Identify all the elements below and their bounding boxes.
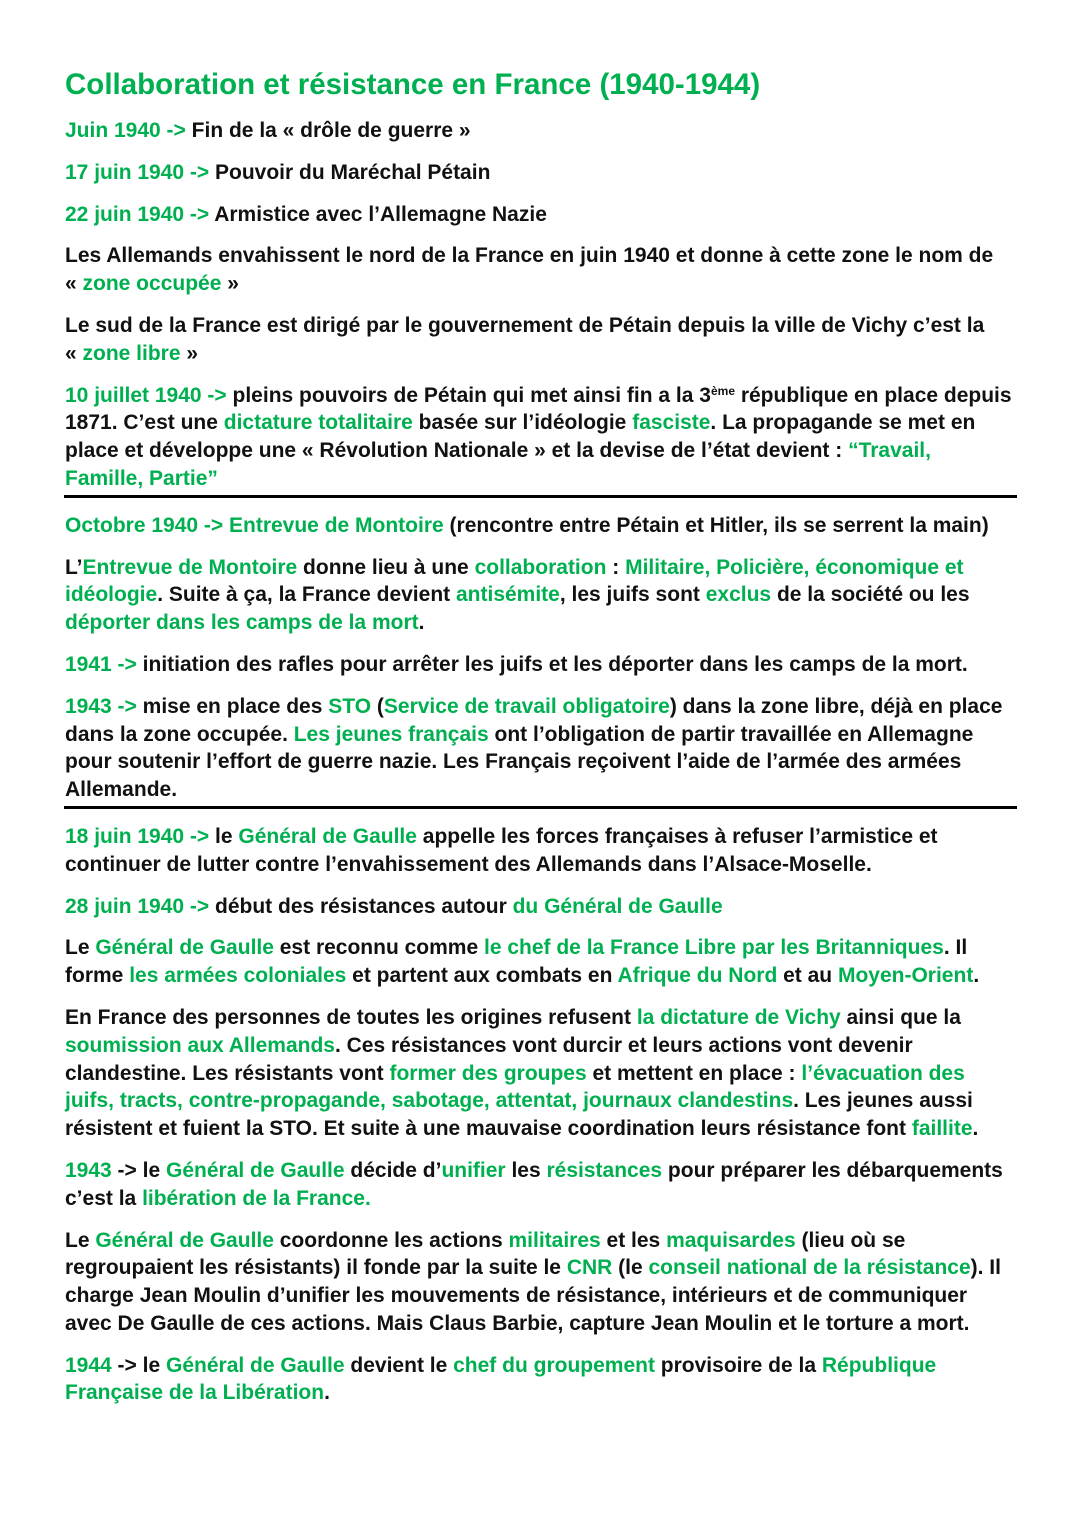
highlighted-term: Juin 1940 ->	[65, 119, 192, 142]
text-line	[65, 651, 1025, 679]
text-line	[65, 340, 1025, 368]
highlighted-term: 1944	[65, 1353, 112, 1377]
text-segment: forme	[65, 964, 130, 988]
highlighted-term: Général de Gaulle	[95, 1228, 274, 1252]
highlighted-term: Française de la Libération	[65, 1381, 325, 1405]
section	[65, 512, 1025, 804]
text-segment: le	[215, 824, 239, 848]
highlighted-term: l’évacuation des	[801, 1061, 965, 1085]
text-line	[65, 962, 1025, 990]
highlighted-term: 17 juin 1940 ->	[65, 160, 215, 184]
text-segment: république en place depuis	[735, 383, 1012, 407]
text-line	[65, 748, 1025, 776]
text-segment: En France des personnes de toutes les origines refusent	[65, 1005, 637, 1029]
text-line	[65, 1157, 1025, 1185]
text-line	[65, 1032, 1025, 1060]
text-line	[65, 823, 1025, 851]
text-segment: Armistice avec l’Allemagne Nazie	[214, 202, 547, 226]
text-segment: donne lieu à une	[297, 555, 475, 579]
text-segment: pour préparer les débarquements	[662, 1158, 1003, 1182]
text-segment: -> le	[111, 1158, 166, 1182]
paragraph	[65, 693, 1025, 804]
text-line	[65, 554, 1025, 582]
highlighted-term: former des groupes	[389, 1061, 587, 1085]
text-segment: . La propagande se met en	[710, 411, 976, 435]
text-segment: coordonne les actions	[273, 1228, 509, 1252]
text-line	[65, 609, 1025, 637]
text-line	[65, 382, 1025, 410]
highlighted-term: Moyen-Orient	[837, 964, 974, 988]
highlighted-term: antisémite	[455, 583, 560, 607]
highlighted-term: juifs, tracts, contre-propagande, sabotage, attentat, journaux clandestins	[65, 1089, 794, 1113]
text-segment: :	[606, 555, 626, 579]
text-segment: «	[65, 341, 83, 365]
text-segment: pleins pouvoirs de Pétain qui met ainsi fin a la 3	[232, 383, 711, 407]
highlighted-term: militaires	[508, 1228, 601, 1252]
text-segment: et mettent en place :	[586, 1061, 802, 1085]
text-segment: . Il	[943, 936, 968, 960]
text-segment: et les	[600, 1228, 667, 1252]
paragraph	[65, 242, 1025, 298]
text-segment: .	[324, 1381, 330, 1405]
text-segment: Le	[65, 1228, 96, 1252]
text-line	[65, 242, 1025, 270]
highlighted-term: déporter dans les camps de la mort	[65, 611, 419, 635]
text-segment: »	[221, 272, 239, 296]
text-segment: . Ces résistances vont durcir et leurs actions vont devenir	[334, 1033, 913, 1057]
highlighted-term: idéologie	[65, 583, 158, 607]
document-body	[65, 67, 1025, 1407]
text-segment: avec De Gaulle de ces actions. Mais Claus Barbie, capture Jean Moulin et le torture a mort.	[65, 1311, 970, 1335]
highlighted-term: faillite	[911, 1117, 973, 1141]
paragraph	[65, 382, 1025, 493]
text-segment: .	[973, 964, 980, 988]
paragraph	[65, 201, 1025, 229]
highlighted-term: du Général de Gaulle	[512, 894, 723, 918]
highlighted-term: les armées coloniales	[129, 964, 347, 988]
highlighted-term: 22 juin 1940 ->	[65, 202, 215, 226]
paragraph	[65, 512, 1025, 540]
text-segment: pour soutenir l’effort de guerre nazie. Les Français reçoivent l’aide de l’armée des armées	[65, 750, 962, 774]
highlighted-term: Service de travail obligatoire	[383, 694, 670, 718]
text-segment: devient le	[344, 1353, 454, 1377]
text-segment: est reconnu comme	[273, 936, 484, 960]
highlighted-term: chef du groupement	[453, 1353, 655, 1377]
text-segment: (lieu où se	[795, 1228, 906, 1252]
text-segment: décide d’	[344, 1158, 442, 1182]
text-line	[65, 693, 1025, 721]
text-line	[65, 1060, 1025, 1088]
document-title: Collaboration et résistance en France (1940-1944)	[65, 68, 761, 101]
text-segment: . Suite à ça, la France devient	[157, 583, 456, 607]
text-line	[65, 1352, 1025, 1380]
text-line	[65, 1379, 1025, 1407]
text-segment: »	[180, 341, 199, 365]
text-segment: place et développe une « Révolution Nationale » et la devise de l’état devient :	[65, 439, 849, 463]
text-segment: (rencontre entre Pétain et Hitler, ils se serrent la main)	[443, 513, 989, 537]
paragraph	[65, 1227, 1025, 1338]
text-line	[65, 270, 1025, 298]
text-segment: ainsi que la	[840, 1005, 961, 1029]
text-segment: «	[65, 272, 83, 296]
text-segment: 1871. C’est une	[65, 411, 224, 435]
text-line	[65, 893, 1025, 921]
text-line	[65, 1087, 1025, 1115]
text-segment: regroupaient les résistants) il fonde par la suite le	[65, 1256, 567, 1280]
text-line	[65, 721, 1025, 749]
text-segment: basée sur l’idéologie	[412, 411, 633, 435]
text-line	[65, 117, 1025, 145]
paragraph	[65, 651, 1025, 679]
highlighted-term: zone libre	[82, 341, 181, 365]
highlighted-term: République	[821, 1353, 937, 1377]
text-segment: et partent aux combats en	[346, 964, 618, 988]
paragraph	[65, 1352, 1025, 1408]
highlighted-term: STO	[328, 694, 372, 718]
text-line	[65, 1115, 1025, 1143]
text-segment: charge Jean Moulin d’unifier les mouvements de résistance, intérieurs et de communiquer	[65, 1284, 968, 1308]
highlighted-term: “Travail,	[848, 439, 931, 463]
highlighted-term: maquisardes	[666, 1228, 796, 1252]
text-segment: .	[972, 1117, 979, 1141]
text-segment: .	[418, 611, 425, 635]
highlighted-term: Entrevue de Montoire	[82, 555, 298, 579]
highlighted-term: Général de Gaulle	[95, 936, 274, 960]
highlighted-term: zone occupée	[82, 272, 222, 296]
text-segment: continuer de lutter contre l’envahissement des Allemands dans l’Alsace-Moselle.	[65, 852, 872, 876]
text-line	[65, 312, 1025, 340]
text-line	[65, 581, 1025, 609]
text-line	[65, 934, 1025, 962]
highlighted-term: 1943 ->	[65, 694, 143, 718]
text-segment: Fin de la « drôle de guerre »	[191, 119, 471, 142]
text-line	[65, 1227, 1025, 1255]
text-line	[65, 409, 1025, 437]
highlighted-term: unifier	[441, 1158, 506, 1182]
text-segment: ) dans la zone libre, déjà en place	[669, 694, 1003, 718]
text-segment: ). Il	[970, 1256, 1001, 1280]
text-segment: Les Allemands envahissent le nord de la France en juin 1940 et donne à cette zone le nom de	[65, 244, 994, 268]
text-segment: appelle les forces françaises à refuser l’armistice et	[416, 824, 938, 848]
superscript: ème	[710, 383, 735, 398]
text-line	[65, 1282, 1025, 1310]
text-segment: mise en place des	[142, 694, 329, 718]
highlighted-term: collaboration	[474, 555, 607, 579]
text-segment: Le sud de la France est dirigé par le gouvernement de Pétain depuis la ville de Vichy c’est la	[65, 313, 985, 337]
highlighted-term: Général de Gaulle	[166, 1158, 345, 1182]
text-line	[65, 159, 1025, 187]
section-divider	[64, 495, 1017, 498]
section	[65, 117, 1025, 493]
highlighted-term: dictature totalitaire	[223, 411, 413, 435]
text-segment: c’est la	[65, 1186, 143, 1210]
highlighted-term: Général de Gaulle	[166, 1353, 345, 1377]
highlighted-term: 1941 ->	[65, 652, 143, 676]
text-segment: dans la zone occupée.	[65, 722, 294, 746]
text-line	[65, 201, 1025, 229]
paragraph	[65, 934, 1025, 990]
text-segment: ont l’obligation de partir travaillée en Allemagne	[488, 722, 974, 746]
highlighted-term: soumission aux Allemands	[65, 1033, 335, 1057]
highlighted-term: 1943	[65, 1158, 112, 1182]
text-line	[65, 512, 1025, 540]
text-segment: L’	[65, 555, 83, 579]
highlighted-term: 28 juin 1940 ->	[65, 894, 215, 918]
highlighted-term: exclus	[705, 583, 772, 607]
text-line	[65, 1185, 1025, 1213]
text-line	[65, 1310, 1025, 1338]
paragraph	[65, 1004, 1025, 1143]
highlighted-term: libération de la France.	[142, 1186, 371, 1210]
text-segment: , les juifs sont	[559, 583, 706, 607]
highlighted-term: Les jeunes français	[293, 722, 489, 746]
text-segment: (le	[612, 1256, 649, 1280]
text-segment: Le	[65, 936, 96, 960]
section-divider	[64, 806, 1017, 809]
paragraph	[65, 312, 1025, 368]
highlighted-term: résistances	[546, 1158, 663, 1182]
text-segment: initiation des rafles pour arrêter les juifs et les déporter dans les camps de la mort.	[142, 652, 968, 676]
text-line	[65, 851, 1025, 879]
text-line	[65, 437, 1025, 465]
highlighted-term: le chef de la France Libre par les Britanniques	[483, 936, 944, 960]
highlighted-term: Général de Gaulle	[238, 824, 417, 848]
text-segment: les	[505, 1158, 547, 1182]
paragraph	[65, 1157, 1025, 1213]
highlighted-term: CNR	[566, 1256, 613, 1280]
text-segment: (	[371, 694, 384, 718]
text-segment: Allemande.	[65, 778, 178, 802]
highlighted-term: Militaire, Policière, économique et	[625, 555, 964, 579]
text-segment: résistent et fuient la STO. Et suite à une mauvaise coordination leurs résistance font	[65, 1117, 912, 1141]
text-segment: clandestine. Les résistants vont	[65, 1061, 390, 1085]
highlighted-term: 18 juin 1940 ->	[65, 824, 215, 848]
highlighted-term: 10 juillet 1940 ->	[65, 383, 233, 407]
highlighted-term: conseil national de la résistance	[648, 1256, 971, 1280]
text-segment: provisoire de la	[654, 1353, 822, 1377]
highlighted-term: fasciste	[632, 411, 711, 435]
paragraph	[65, 893, 1025, 921]
highlighted-term: Afrique du Nord	[617, 964, 778, 988]
highlighted-term: Famille, Partie”	[65, 466, 218, 490]
text-segment: -> le	[111, 1353, 166, 1377]
text-segment: de la société ou les	[771, 583, 970, 607]
highlighted-term: la dictature de Vichy	[636, 1005, 841, 1029]
text-segment: début des résistances autour	[215, 894, 513, 918]
text-segment: et au	[777, 964, 838, 988]
text-line	[65, 776, 1025, 804]
paragraph	[65, 823, 1025, 879]
paragraph	[65, 554, 1025, 637]
highlighted-term: Octobre 1940 -> Entrevue de Montoire	[65, 513, 444, 537]
text-segment: . Les jeunes aussi	[793, 1089, 973, 1113]
text-line	[65, 1254, 1025, 1282]
text-line	[65, 1004, 1025, 1032]
section	[65, 823, 1025, 1407]
paragraph	[65, 117, 1025, 145]
paragraph	[65, 159, 1025, 187]
text-segment: Pouvoir du Maréchal Pétain	[215, 160, 491, 184]
text-line	[65, 465, 1025, 493]
